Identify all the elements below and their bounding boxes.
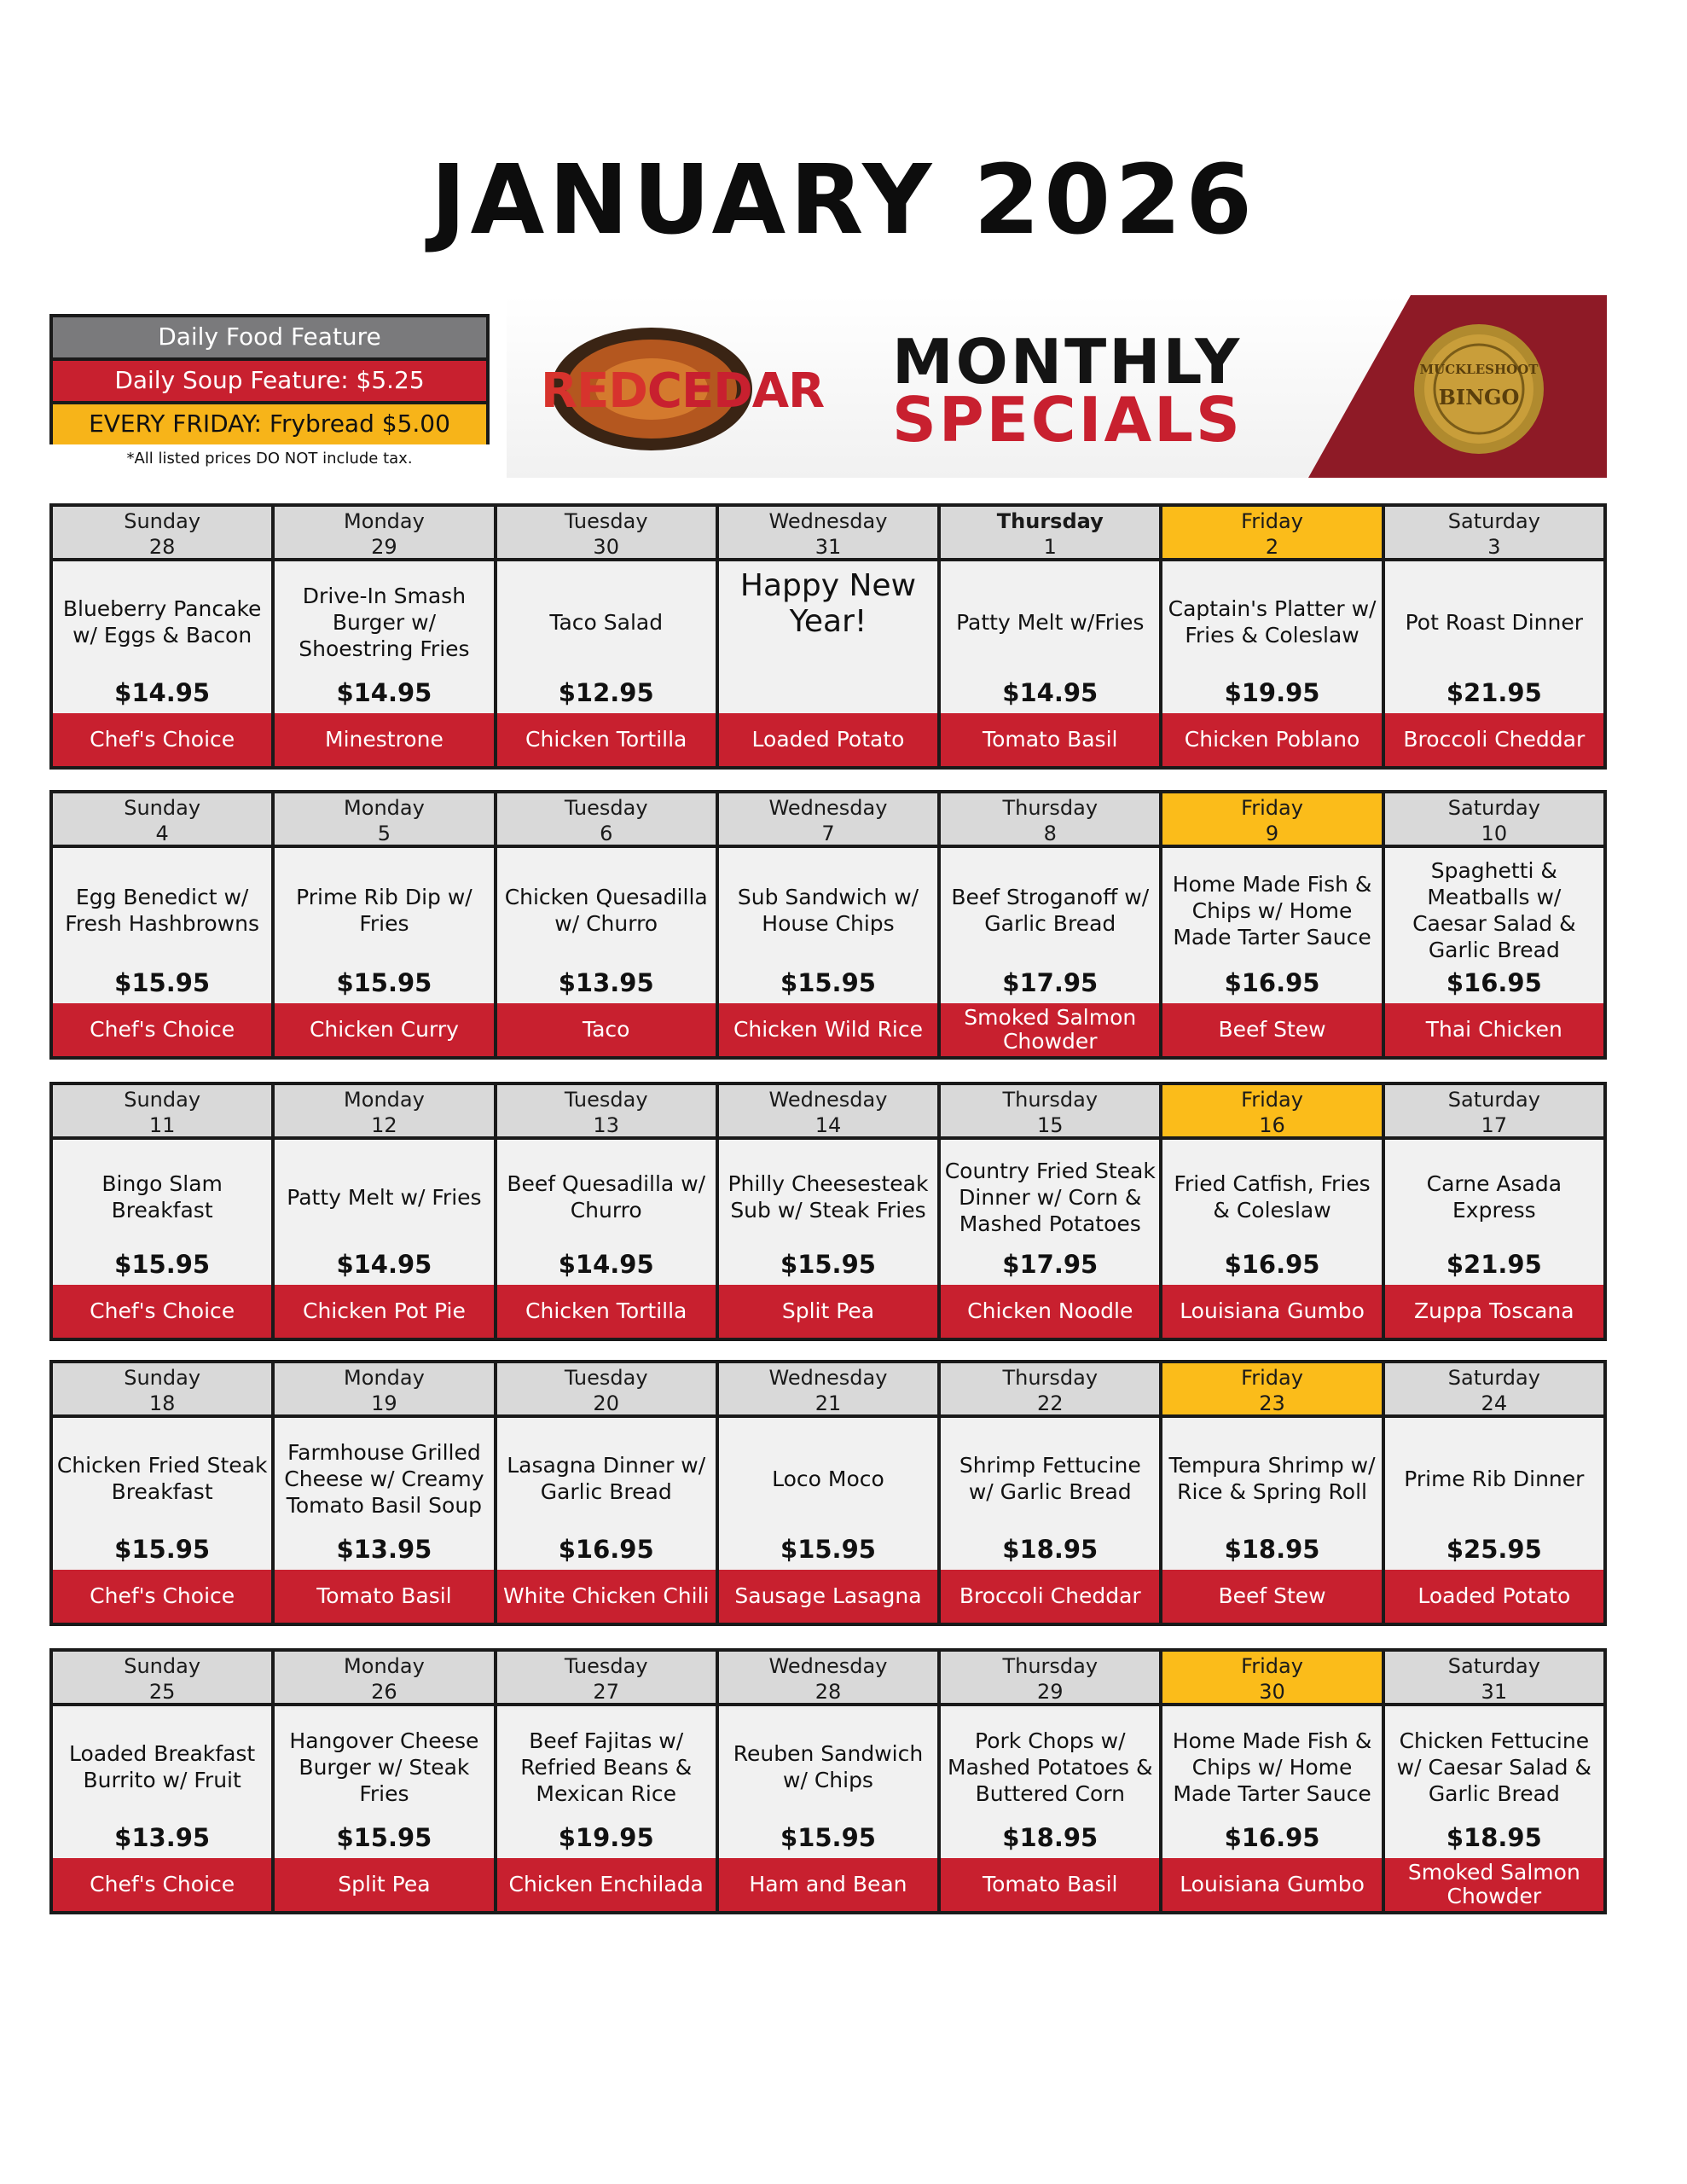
day-header [941,793,1159,848]
food-price: $21.95 [1446,678,1542,707]
day-header [1162,507,1381,561]
day-body [1162,1418,1381,1570]
day-cell [497,507,716,766]
day-date: 17 [1481,1113,1508,1137]
day-cell [1162,507,1381,766]
day-body [941,1706,1159,1858]
day-date: 26 [371,1680,397,1704]
food-price: $16.95 [1224,1823,1320,1852]
day-date: 22 [1036,1391,1064,1415]
day-cell [941,1085,1159,1338]
day-body [941,848,1159,1003]
food-price: $17.95 [1002,1250,1099,1279]
soup-feature: Tomato Basil [275,1570,493,1623]
day-cell [275,1652,493,1911]
day-date: 16 [1259,1113,1285,1137]
food-feature: Loaded Breakfast Burrito w/ Fruit [69,1741,256,1792]
day-header [53,1085,271,1140]
food-price: $15.95 [780,1250,876,1279]
food-feature: Beef Quesadilla w/ Churro [507,1171,706,1223]
food-price: $16.95 [1224,968,1320,997]
day-body [275,1140,493,1285]
day-name: Sunday [124,509,201,533]
day-header [719,1085,937,1140]
day-header [1162,1085,1381,1140]
day-date: 31 [1481,1680,1508,1704]
day-header [497,507,716,561]
food-price: $18.95 [1446,1823,1542,1852]
day-header [719,507,937,561]
day-date: 11 [148,1113,176,1137]
day-cell [275,507,493,766]
soup-feature: Chicken Noodle [941,1285,1159,1338]
soup-feature: Minestrone [275,713,493,766]
day-header [719,793,937,848]
food-feature: Pork Chops w/ Mashed Potatoes & Buttered Corn [948,1728,1153,1806]
soup-feature: Chicken Pot Pie [275,1285,493,1338]
soup-feature: Chef's Choice [53,1003,271,1056]
food-feature: Egg Benedict w/ Fresh Hashbrowns [65,885,259,936]
tax-note: *All listed prices DO NOT include tax. [126,450,413,468]
day-header [941,507,1159,561]
soup-feature: Chicken Wild Rice [719,1003,937,1056]
day-header [1162,793,1381,848]
day-cell [497,793,716,1056]
soup-feature: Louisiana Gumbo [1162,1285,1381,1338]
soup-feature: Broccoli Cheddar [941,1570,1159,1623]
day-body [941,1418,1159,1570]
day-date: 6 [600,822,613,845]
food-feature: Spaghetti & Meatballs w/ Caesar Salad & Garlic Bread [1412,858,1576,962]
day-cell [53,507,271,766]
soup-feature: Smoked Salmon Chowder [1385,1858,1603,1911]
food-feature: Happy New Year! [739,568,917,639]
day-header [1385,1085,1603,1140]
day-body [275,1418,493,1570]
day-cell [719,1652,937,1911]
soup-feature: Chicken Enchilada [497,1858,716,1911]
day-date: 10 [1481,822,1508,845]
soup-feature: Thai Chicken [1385,1003,1603,1056]
day-body [1162,1140,1381,1285]
day-body [1385,1140,1603,1285]
day-name: Monday [344,1366,425,1390]
day-date: 13 [593,1113,619,1137]
day-date: 27 [593,1680,619,1704]
food-feature: Taco Salad [549,609,664,635]
day-date: 2 [1265,535,1279,559]
day-header [941,1363,1159,1418]
day-date: 19 [371,1391,397,1415]
food-price: $15.95 [780,1823,876,1852]
food-feature: Hangover Cheese Burger w/ Steak Fries [289,1728,479,1806]
day-body [275,561,493,713]
day-name: Monday [344,1088,425,1112]
soup-feature: Split Pea [275,1858,493,1911]
day-body [275,848,493,1003]
day-name: Friday [1241,1088,1303,1112]
day-cell [53,1363,271,1623]
day-header [1385,1363,1603,1418]
food-feature: Prime Rib Dip w/ Fries [296,885,472,936]
day-cell [275,1085,493,1338]
day-cell [719,507,937,766]
day-cell [275,793,493,1056]
day-name: Sunday [124,1088,201,1112]
day-header [275,1085,493,1140]
day-name: Monday [344,796,425,820]
food-feature: Tempura Shrimp w/ Rice & Spring Roll [1168,1453,1376,1504]
day-name: Friday [1241,1366,1303,1390]
day-name: Tuesday [564,509,648,533]
seal-bottom-text: BINGO [1438,385,1520,410]
food-feature: Shrimp Fettucine w/ Garlic Bread [959,1453,1141,1504]
food-price: $15.95 [336,968,432,997]
day-header [275,507,493,561]
day-date: 23 [1259,1391,1285,1415]
food-feature: Beef Stroganoff w/ Garlic Bread [951,885,1150,936]
soup-feature: Taco [497,1003,716,1056]
food-price: $14.95 [336,678,432,707]
logo-cedar: CEDAR [646,363,825,419]
day-cell [1385,793,1603,1056]
day-cell [497,1085,716,1338]
soup-feature: Chef's Choice [53,1570,271,1623]
page-title: JANUARY 2026 [430,145,1257,256]
soup-feature: Chicken Tortilla [497,713,716,766]
food-price: $19.95 [1224,678,1320,707]
food-price: $15.95 [780,1535,876,1564]
day-date: 1 [1043,535,1057,559]
day-header [275,793,493,848]
food-feature: Farmhouse Grilled Cheese w/ Creamy Tomato Basil Soup [284,1439,484,1518]
food-feature: Fried Catfish, Fries & Coleslaw [1174,1171,1371,1223]
logo-red: RED [541,363,647,419]
specials-heading: SPECIALS [892,384,1243,456]
food-feature: Country Fried Steak Dinner w/ Corn & Mashed Potatoes [944,1158,1156,1236]
day-date: 4 [155,822,169,845]
day-body [719,1706,937,1858]
day-name: Saturday [1447,509,1540,533]
day-cell [275,1363,493,1623]
day-name: Thursday [1002,1654,1099,1678]
day-cell [1385,1363,1603,1623]
day-date: 9 [1265,822,1279,845]
day-cell [719,793,937,1056]
day-cell [941,1363,1159,1623]
food-price: $18.95 [1002,1535,1099,1564]
day-date: 8 [1043,822,1057,845]
day-date: 30 [593,535,619,559]
day-header [1162,1652,1381,1706]
week-row [49,790,1607,1060]
week-row [49,1648,1607,1914]
day-name: Wednesday [768,1654,888,1678]
day-name: Tuesday [564,1366,648,1390]
food-price: $17.95 [1002,968,1099,997]
daily-food-feature-label: Daily Food Feature [49,314,490,357]
day-name: Sunday [124,1654,201,1678]
food-feature: Chicken Fried Steak Breakfast [56,1453,268,1504]
food-price: $15.95 [114,1535,211,1564]
day-date: 3 [1487,535,1501,559]
day-header [1385,793,1603,848]
day-header [53,1363,271,1418]
day-name: Saturday [1447,796,1540,820]
daily-soup-feature-label: Daily Soup Feature: $5.25 [49,357,490,401]
day-cell [53,1652,271,1911]
day-header [719,1363,937,1418]
day-body [1385,848,1603,1003]
day-cell [1385,507,1603,766]
day-name: Sunday [124,796,201,820]
day-cell [941,507,1159,766]
day-name: Saturday [1447,1366,1540,1390]
food-price: $18.95 [1002,1823,1099,1852]
food-price: $16.95 [1224,1250,1320,1279]
day-date: 29 [1036,1680,1064,1704]
day-header [941,1652,1159,1706]
food-price: $15.95 [114,968,211,997]
day-body [941,561,1159,713]
day-header [275,1652,493,1706]
day-name: Sunday [124,1366,201,1390]
soup-feature: Smoked Salmon Chowder [941,1003,1159,1056]
day-cell [1162,1085,1381,1338]
day-date: 15 [1036,1113,1064,1137]
week-row [49,1082,1607,1341]
day-header [53,1652,271,1706]
food-price: $13.95 [336,1535,432,1564]
food-feature: Chicken Fettucine w/ Caesar Salad & Garlic Bread [1396,1728,1591,1806]
food-price: $14.95 [558,1250,654,1279]
food-feature: Blueberry Pancake w/ Eggs & Bacon [62,596,262,648]
food-feature: Bingo Slam Breakfast [101,1171,223,1223]
food-price: $16.95 [558,1535,654,1564]
red-cedar-logo [541,363,824,419]
day-name: Wednesday [768,1366,888,1390]
food-price: $16.95 [1446,968,1542,997]
day-cell [941,793,1159,1056]
day-date: 29 [371,535,397,559]
food-price: $15.95 [336,1823,432,1852]
soup-feature: Louisiana Gumbo [1162,1858,1381,1911]
day-header [719,1652,937,1706]
food-price: $19.95 [558,1823,654,1852]
soup-feature: Chef's Choice [53,1285,271,1338]
food-feature: Patty Melt w/Fries [956,609,1145,635]
day-date: 14 [815,1113,842,1137]
day-date: 24 [1481,1391,1508,1415]
monthly-specials-banner [507,295,1607,478]
food-feature: Prime Rib Dinner [1404,1466,1585,1491]
day-body [497,848,716,1003]
soup-feature: Broccoli Cheddar [1385,713,1603,766]
day-cell [1385,1085,1603,1338]
day-name: Thursday [1002,1366,1099,1390]
day-date: 7 [821,822,835,845]
day-cell [1385,1652,1603,1911]
day-header [1385,507,1603,561]
day-name: Wednesday [768,1088,888,1112]
food-feature: Patty Melt w/ Fries [287,1184,482,1210]
day-cell [1162,1652,1381,1911]
day-body [497,1418,716,1570]
food-feature: Home Made Fish & Chips w/ Home Made Tarter Sauce [1172,871,1372,950]
day-body [53,1140,271,1285]
day-name: Friday [1241,1654,1303,1678]
food-feature: Captain's Platter w/ Fries & Coleslaw [1168,596,1377,648]
soup-feature: Chicken Curry [275,1003,493,1056]
food-feature: Beef Fajitas w/ Refried Beans & Mexican Rice [520,1728,693,1806]
day-name: Tuesday [564,796,648,820]
day-cell [1162,793,1381,1056]
day-name: Friday [1241,796,1303,820]
food-price: $21.95 [1446,1250,1542,1279]
day-name: Wednesday [768,509,888,533]
food-feature: Home Made Fish & Chips w/ Home Made Tarter Sauce [1172,1728,1372,1806]
day-name: Tuesday [564,1654,648,1678]
day-body [1385,1706,1603,1858]
monthly-heading: MONTHLY [892,326,1243,398]
day-date: 20 [593,1391,619,1415]
week-row [49,1360,1607,1626]
day-body [497,1706,716,1858]
food-feature: Drive-In Smash Burger w/ Shoestring Fries [299,583,470,661]
day-body [1385,561,1603,713]
day-header [53,793,271,848]
food-price: $15.95 [780,968,876,997]
food-feature: Lasagna Dinner w/ Garlic Bread [507,1453,706,1504]
day-name: Thursday [1002,1088,1099,1112]
day-body [719,848,937,1003]
food-feature: Sub Sandwich w/ House Chips [737,885,919,936]
soup-feature: Loaded Potato [1385,1570,1603,1623]
soup-feature: Chef's Choice [53,1858,271,1911]
day-name: Friday [1241,509,1303,533]
day-header [497,1652,716,1706]
food-feature: Pot Roast Dinner [1405,609,1584,635]
soup-feature: Beef Stew [1162,1003,1381,1056]
day-body [719,1418,937,1570]
food-price: $14.95 [114,678,211,707]
day-cell [497,1363,716,1623]
food-feature: Reuben Sandwich w/ Chips [733,1741,924,1792]
day-header [275,1363,493,1418]
food-price: $14.95 [1002,678,1099,707]
day-body [53,848,271,1003]
day-body [1162,561,1381,713]
day-name: Saturday [1447,1088,1540,1112]
day-body [1385,1418,1603,1570]
soup-feature: Zuppa Toscana [1385,1285,1603,1338]
day-header [941,1085,1159,1140]
friday-frybread-label: EVERY FRIDAY: Frybread $5.00 [49,401,490,444]
day-date: 12 [371,1113,397,1137]
day-date: 31 [815,535,842,559]
day-body [275,1706,493,1858]
day-header [1162,1363,1381,1418]
soup-feature: Chicken Tortilla [497,1285,716,1338]
seal-top-text: MUCKLESHOOT [1419,362,1539,377]
day-header [53,507,271,561]
soup-feature: Sausage Lasagna [719,1570,937,1623]
day-body [941,1140,1159,1285]
day-cell [497,1652,716,1911]
day-date: 21 [815,1391,842,1415]
food-price: $18.95 [1224,1535,1320,1564]
soup-feature: Tomato Basil [941,713,1159,766]
day-name: Thursday [996,509,1104,533]
legend [49,314,490,468]
day-name: Saturday [1447,1654,1540,1678]
day-body [53,1418,271,1570]
food-feature: Loco Moco [772,1466,884,1491]
day-cell [53,793,271,1056]
day-cell [53,1085,271,1338]
day-date: 28 [815,1680,842,1704]
day-date: 30 [1259,1680,1285,1704]
day-header [497,1085,716,1140]
food-price: $13.95 [114,1823,211,1852]
day-cell [719,1085,937,1338]
day-body [53,1706,271,1858]
food-price: $15.95 [114,1250,211,1279]
food-feature: Chicken Quesadilla w/ Churro [504,885,708,936]
food-feature: Philly Cheesesteak Sub w/ Steak Fries [728,1171,929,1223]
soup-feature: Beef Stew [1162,1570,1381,1623]
day-header [497,1363,716,1418]
soup-feature: Chef's Choice [53,713,271,766]
day-name: Tuesday [564,1088,648,1112]
soup-feature: Split Pea [719,1285,937,1338]
soup-feature: Tomato Basil [941,1858,1159,1911]
day-body [497,561,716,713]
day-date: 28 [148,535,176,559]
day-date: 25 [148,1680,176,1704]
day-body [497,1140,716,1285]
food-price: $25.95 [1446,1535,1542,1564]
day-date: 5 [377,822,391,845]
day-body [1162,1706,1381,1858]
day-name: Thursday [1002,796,1099,820]
day-header [497,793,716,848]
food-feature: Carne Asada Express [1426,1171,1562,1223]
day-body [1162,848,1381,1003]
day-name: Wednesday [768,796,888,820]
day-date: 18 [148,1391,176,1415]
food-price: $13.95 [558,968,654,997]
day-name: Monday [344,509,425,533]
day-cell [719,1363,937,1623]
day-header [1385,1652,1603,1706]
food-price: $12.95 [558,678,654,707]
day-body [53,561,271,713]
day-cell [1162,1363,1381,1623]
food-price: $14.95 [336,1250,432,1279]
soup-feature: Ham and Bean [719,1858,937,1911]
day-name: Monday [344,1654,425,1678]
soup-feature: Chicken Poblano [1162,713,1381,766]
day-body [719,561,937,713]
day-body [719,1140,937,1285]
soup-feature: Loaded Potato [719,713,937,766]
day-cell [941,1652,1159,1911]
week-row [49,503,1607,770]
soup-feature: White Chicken Chili [497,1570,716,1623]
